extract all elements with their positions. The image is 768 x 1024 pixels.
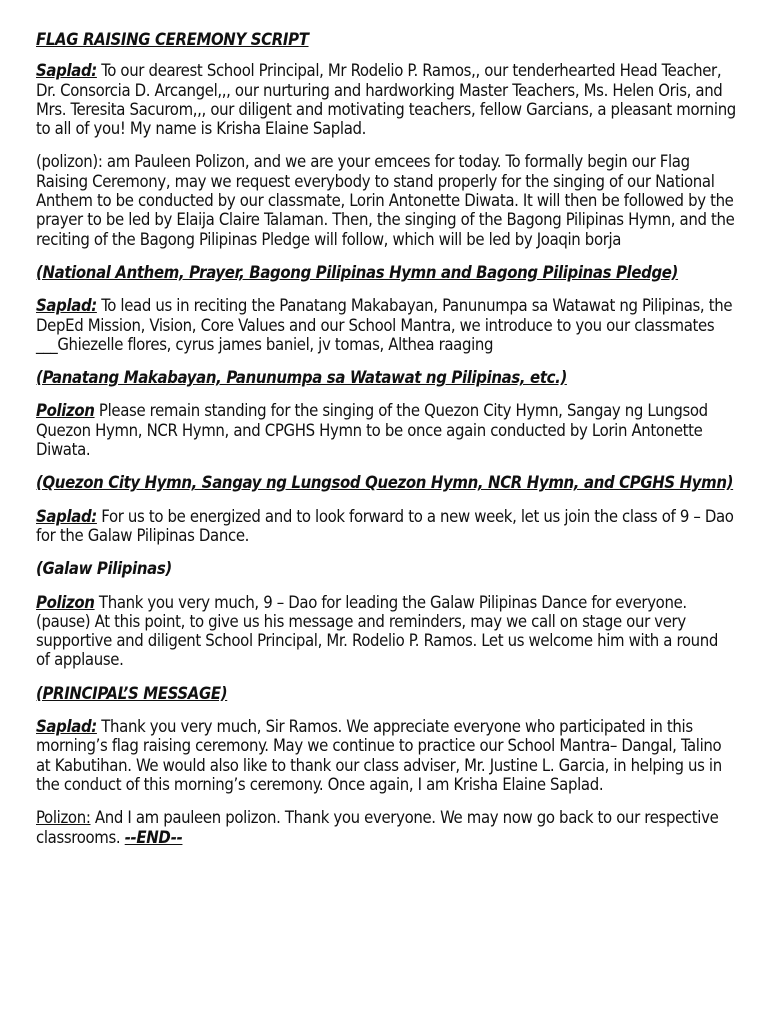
stage-cue: (National Anthem, Prayer, Bagong Pilipinas Hymn and Bagong Pilipinas Pledge) — [36, 262, 679, 282]
stage-cue: (PRINCIPAL’S MESSAGE) — [36, 683, 228, 703]
stage-cue: (Quezon City Hymn, Sangay ng Lungsod Quezon Hymn, NCR Hymn, and CPGHS Hymn) — [36, 473, 734, 493]
end-marker: --END-- — [124, 827, 183, 847]
paragraph-polizon-closing — [36, 808, 736, 847]
speaker-label: Saplad: — [36, 506, 97, 526]
paragraph-text: To lead us in reciting the Panatang Makabayan, Panunumpa sa Watawat ng Pilipinas, the DepEd Mission, Vision, Core Values and our School Mantra, we introduce to you our classmates ___Ghiezelle flores, cyrus james baniel, jv tomas, Althea raaging — [36, 296, 733, 354]
paragraph-saplad-panatang — [36, 296, 736, 354]
speaker-label: Polizon: — [36, 808, 91, 828]
paragraph-text: Please remain standing for the singing of the Quezon City Hymn, Sangay ng Lungsod Quezon Hymn, NCR Hymn, and CPGHS Hymn to be once again conducted by Lorin Antonette Diwata. — [36, 401, 708, 460]
speaker-label: Saplad: — [36, 61, 97, 81]
paragraph-polizon-hymns — [36, 401, 736, 459]
paragraph-text: To our dearest School Principal, Mr Rodelio P. Ramos,, our tenderhearted Head Teacher, Dr. Consorcia D. Arcangel,,, our nurturing and hardworking Master Teachers, Ms. Helen Oris, and Mrs. Teresita Sacurom,,, our diligent and motivating teachers, fellow Garcians, a pleasant morning to all of you! My name is Krisha Elaine Saplad. — [36, 61, 736, 139]
speaker-label: Polizon — [36, 401, 95, 421]
speaker-label: Polizon — [36, 592, 95, 612]
speaker-label: Saplad: — [36, 296, 97, 316]
paragraph-polizon-intro: (polizon): am Pauleen Polizon, and we are your emcees for today. To formally begin our Flag Raising Ceremony, may we request everybody to stand properly for the singing of our National Anthem to be conducted by our classmate, Lorin Antonette Diwata. It will then be followed by the prayer to be led by Elaija Claire Talaman. Then, the singing of the Bagong Pilipinas Hymn, and the reciting of the Bagong Pilipinas Pledge will follow, which will be led by Joaqin borja — [36, 152, 735, 249]
paragraph-saplad-greeting — [36, 61, 736, 138]
stage-cue: (Panatang Makabayan, Panunumpa sa Watawat ng Pilipinas, etc.) — [36, 368, 567, 388]
paragraph-text: And I am pauleen polizon. Thank you everyone. We may now go back to our respective classrooms. — [36, 808, 719, 847]
paragraph-saplad-closing — [36, 717, 736, 794]
script-document — [36, 30, 736, 861]
stage-cue: (Galaw Pilipinas) — [36, 559, 172, 579]
document-title: FLAG RAISING CEREMONY SCRIPT — [36, 30, 309, 49]
paragraph-text: Thank you very much, 9 – Dao for leading the Galaw Pilipinas Dance for everyone. (pause) At this point, to give us his message and reminders, may we call on stage our very supportive and diligent School Principal, Mr. Rodelio P. Ramos. Let us welcome him with a round of applause. — [36, 592, 719, 670]
paragraph-polizon-principal — [36, 593, 736, 670]
paragraph-saplad-dance — [36, 507, 736, 546]
speaker-label: Saplad: — [36, 717, 97, 737]
paragraph-text: Thank you very much, Sir Ramos. We appreciate everyone who participated in this morning’s flag raising ceremony. May we continue to practice our School Mantra– Dangal, Talino at Kabutihan. We would also like to thank our class adviser, Mr. Justine L. Garcia, in helping us in the conduct of this morning’s ceremony. Once again, I am Krisha Elaine Saplad. — [36, 717, 722, 794]
paragraph-text: For us to be energized and to look forward to a new week, let us join the class of 9 – Dao for the Galaw Pilipinas Dance. — [36, 506, 734, 545]
